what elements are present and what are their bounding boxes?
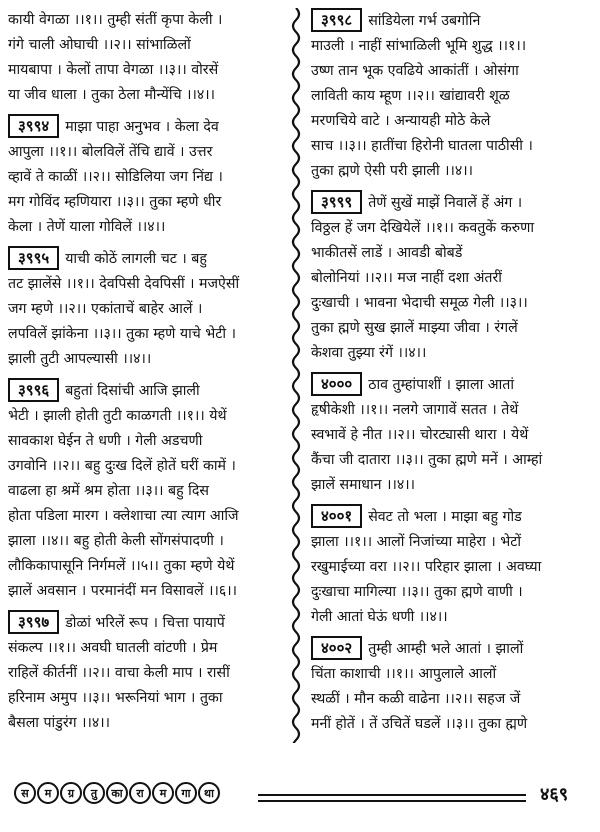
verse-text: होता पडिला मारग । क्लेशाचा त्या त्याग आजि <box>8 508 239 524</box>
verse-text: लपविलें झांकेना ।।३।। तुका म्हणे याचे भेटी । <box>8 326 236 342</box>
verse-line <box>311 423 589 448</box>
verse-text: सेवट तो भला । माझा बहु गोड <box>368 509 522 525</box>
verse-line <box>311 605 589 630</box>
verse-line <box>8 479 286 504</box>
verse-text: झाला ।।१।। आलों निजांच्या माहेरा । भेटों <box>311 534 522 550</box>
verse-line <box>311 291 589 316</box>
series-char: रा <box>129 782 151 804</box>
verse-text: गेली आतां घेऊं धणी ।।४।। <box>311 609 448 625</box>
verse-text: मरणचिये वाटे । अन्यायही मोठे केले <box>311 113 491 129</box>
verse-block <box>311 372 589 498</box>
series-char: था <box>198 782 220 804</box>
verse-line <box>8 140 286 165</box>
verse-text: मायबापा । केलों तापा वेगळा ।।३।। वोरसें <box>8 62 219 78</box>
verse-line <box>8 322 286 347</box>
footer-rule <box>258 794 526 802</box>
verse-line <box>8 114 286 140</box>
verse-block <box>311 504 589 630</box>
verse-line <box>311 316 589 341</box>
verse-line <box>8 8 286 33</box>
series-char: तु <box>83 782 105 804</box>
verse-text: वाढला हा श्रमें श्रम होता ।।३।। बहु दिस <box>8 483 209 499</box>
verse-number: ३९९४ <box>8 114 59 138</box>
verse-text: भेटी । झाली होती तुटी काळगती ।।१।। येथें <box>8 408 227 424</box>
verse-block <box>8 114 286 240</box>
verse-text: लाविती काय म्हूण ।।२।। खांद्यावरी शूळ <box>311 88 510 104</box>
verse-line <box>311 448 589 473</box>
verse-text: गंगे चाली ओघाची ।।२।। सांभाळिलों <box>8 37 191 53</box>
verse-line <box>311 241 589 266</box>
verse-text: माझा पाहा अनुभव । केला देव <box>65 119 219 135</box>
verse-line <box>311 636 589 662</box>
verse-text: तुका ह्मणे ऐसी परी झाली ।।४।। <box>311 163 474 179</box>
verse-line <box>311 530 589 555</box>
verse-line <box>311 34 589 59</box>
verse-line <box>8 378 286 404</box>
verse-text: हरिनाम अमुप ।।३।। भरूनियां भाग । तुका <box>8 690 223 706</box>
verse-line <box>311 341 589 366</box>
verse-line <box>311 8 589 34</box>
verse-text: झाली तुटी आपल्यासी ।।४।। <box>8 351 152 367</box>
verse-text: बैसला पांडुरंग ।।४।। <box>8 715 111 731</box>
verse-line <box>311 504 589 530</box>
verse-line <box>311 555 589 580</box>
verse-text: राहिलें कीर्तनीं ।।२।। वाचा केली माप । रासीं <box>8 665 230 681</box>
verse-line <box>8 454 286 479</box>
verse-number: ३९९५ <box>8 246 59 270</box>
series-char: गा <box>175 782 197 804</box>
verse-text: साच ।।३।। हातींचा हिरोनी घातला पाठीसी । <box>311 138 533 154</box>
verse-text: तट झालेंसे ।।१।। देवपिसी देवपिसीं । मजऐसीं <box>8 276 240 292</box>
series-char: ग्र <box>60 782 82 804</box>
verse-line <box>8 529 286 554</box>
verse-line <box>8 33 286 58</box>
verse-line <box>311 662 589 687</box>
verse-text: मग गोविंद म्हणियारा ।।३।। तुका म्हणे धीर <box>8 194 222 210</box>
verse-text: तुम्ही आम्ही भले आतां । झालों <box>368 641 524 657</box>
verse-text: व्हावें ते काळीं ।।२।। सोडिलिया जग निंद्य । <box>8 169 223 185</box>
series-char: म <box>152 782 174 804</box>
series-char: स <box>14 782 36 804</box>
verse-line <box>8 83 286 108</box>
verse-number: ३९९६ <box>8 378 59 402</box>
verse-text: डोळां भरिलें रूप । चित्ता पायापें <box>65 615 225 631</box>
verse-text: झालें अवसान । परमानंदीं मन विसावलें ।।६।। <box>8 583 238 599</box>
verse-text: विठ्ठल हें जग देखियेलें ।।१।। कवतुकें करुणा <box>311 220 535 236</box>
verse-block <box>8 378 286 604</box>
verse-text: कायी वेगळा ।।१।। तुम्ही संतीं कृपा केली । <box>8 12 223 28</box>
verse-text: केशवा तुझ्या रंगें ।।४।। <box>311 345 427 361</box>
verse-text: स्थळीं । मौन कळी वाढेना ।।२।। सहज जें <box>311 691 521 707</box>
verse-text: ठाव तुम्हांपाशीं । झाला आतां <box>368 377 515 393</box>
verse-text: तेणें सुखें माझें निवालें हें अंग । <box>368 195 523 211</box>
verse-line <box>311 398 589 423</box>
verse-text: उष्ण तान भूक एवढिये आकांतीं । ओसंगा <box>311 63 519 79</box>
series-char: म <box>37 782 59 804</box>
verse-line <box>311 372 589 398</box>
verse-line <box>8 215 286 240</box>
verse-line <box>311 266 589 291</box>
verse-line <box>311 473 589 498</box>
verse-line <box>8 297 286 322</box>
verse-number: ३९९८ <box>311 8 362 32</box>
verse-line <box>311 216 589 241</box>
verse-line <box>8 554 286 579</box>
verse-text: माउली । नाहीं सांभाळिली भूमि शुद्ध ।।१।। <box>311 38 527 54</box>
series-char: का <box>106 782 128 804</box>
verse-text: हृषीकेशी ।।१।। नलगे जागावें सतत । तेथें <box>311 402 519 418</box>
verse-number: ३९९७ <box>8 610 59 634</box>
verse-text: केला । तेणें याला गोविलें ।।४।। <box>8 219 166 235</box>
verse-line <box>311 580 589 605</box>
verse-line <box>8 636 286 661</box>
verse-line <box>311 159 589 184</box>
verse-text: तुका ह्मणे सुख झालें माझ्या जीवा । रंगलें <box>311 320 518 336</box>
verse-text: दुःखाचा मागिल्या ।।३।। तुका ह्मणे वाणी । <box>311 584 523 600</box>
verse-line <box>311 687 589 712</box>
verse-text: सावकाश घेईन ते धणी । गेली अडचणी <box>8 433 203 449</box>
verse-text: आपुला ।।१।। बोलविलें तेंचि द्यावें । उत्तर <box>8 144 213 160</box>
verse-line <box>311 134 589 159</box>
verse-number: ३९९९ <box>311 190 362 214</box>
verse-text: भाकीतसें लाडें । आवडी बोबडें <box>311 245 463 261</box>
verse-text: दुःखाची । भावना भेदाची समूळ गेली ।।३।। <box>311 295 528 311</box>
verse-text: याची कोठें लागली चट । बहु <box>65 251 207 267</box>
verse-line <box>8 579 286 604</box>
verse-text: झाला ।।४।। बहु होती केली सोंगसंपादणी । <box>8 533 224 549</box>
footer <box>0 772 600 832</box>
verse-line <box>8 246 286 272</box>
verse-block <box>8 610 286 736</box>
verse-text: चिंता काशाची ।।१।। आपुलाले आलों <box>311 666 497 682</box>
page-number: ४६९ <box>540 784 569 805</box>
verse-text: कैंचा जी दातारा ।।३।। तुका ह्मणे मनें । आम्हां <box>311 452 543 468</box>
verse-line <box>311 84 589 109</box>
verse-line <box>8 190 286 215</box>
verse-line <box>8 711 286 736</box>
verse-line <box>8 58 286 83</box>
verse-line <box>8 610 286 636</box>
verse-line <box>311 59 589 84</box>
verse-line <box>8 272 286 297</box>
series-title <box>14 782 220 804</box>
verse-line <box>311 190 589 216</box>
verse-text: संकल्प ।।१।। अवघी घातली वांटणी । प्रेम <box>8 640 218 656</box>
verse-text: झालें समाधान ।।४।। <box>311 477 415 493</box>
verse-text: जग म्हणे ।।२।। एकांताचें बाहेर आलें । <box>8 301 203 317</box>
verse-number: ४००१ <box>311 504 362 528</box>
verse-text: स्वभावें हे नीत ।।२।। चोरट्यासी थारा । येथें <box>311 427 529 443</box>
verse-line <box>8 504 286 529</box>
left-column <box>8 8 286 742</box>
verse-number: ४००२ <box>311 636 362 660</box>
verse-number: ४००० <box>311 372 362 396</box>
verse-text: रखुमाईच्या वरा ।।२।। परिहार झाला । अवघ्या <box>311 559 542 575</box>
verse-text: या जीव धाला । तुका ठेला मौन्येंचि ।।४।। <box>8 87 215 103</box>
verse-block <box>311 8 589 184</box>
verse-block <box>311 190 589 366</box>
column-divider <box>289 8 303 743</box>
verse-text: लौकिकापासूनि निर्गमलें ।।५।। तुका म्हणे येथें <box>8 558 235 574</box>
verse-text: बोलोनियां ।।२।। मज नाहीं दशा अंतरीं <box>311 270 502 286</box>
verse-line <box>8 686 286 711</box>
verse-line <box>8 429 286 454</box>
verse-line <box>8 404 286 429</box>
verse-block <box>8 8 286 108</box>
right-column <box>311 8 589 743</box>
verse-text: सांडियेला गर्भ उबगोनि <box>368 13 481 29</box>
verse-text: बहुतां दिसांची आजि झाली <box>65 383 200 399</box>
verse-line <box>311 712 589 737</box>
verse-line <box>8 165 286 190</box>
verse-line <box>8 347 286 372</box>
verse-block <box>8 246 286 372</box>
verse-line <box>311 109 589 134</box>
verse-text: उगवोनि ।।२।। बहु दुःख दिलें होतें घरीं कामें । <box>8 458 236 474</box>
verse-block <box>311 636 589 737</box>
verse-line <box>8 661 286 686</box>
verse-text: मनीं होतें । तें उचितें घडलें ।।३।। तुका ह्मणे <box>311 716 528 732</box>
